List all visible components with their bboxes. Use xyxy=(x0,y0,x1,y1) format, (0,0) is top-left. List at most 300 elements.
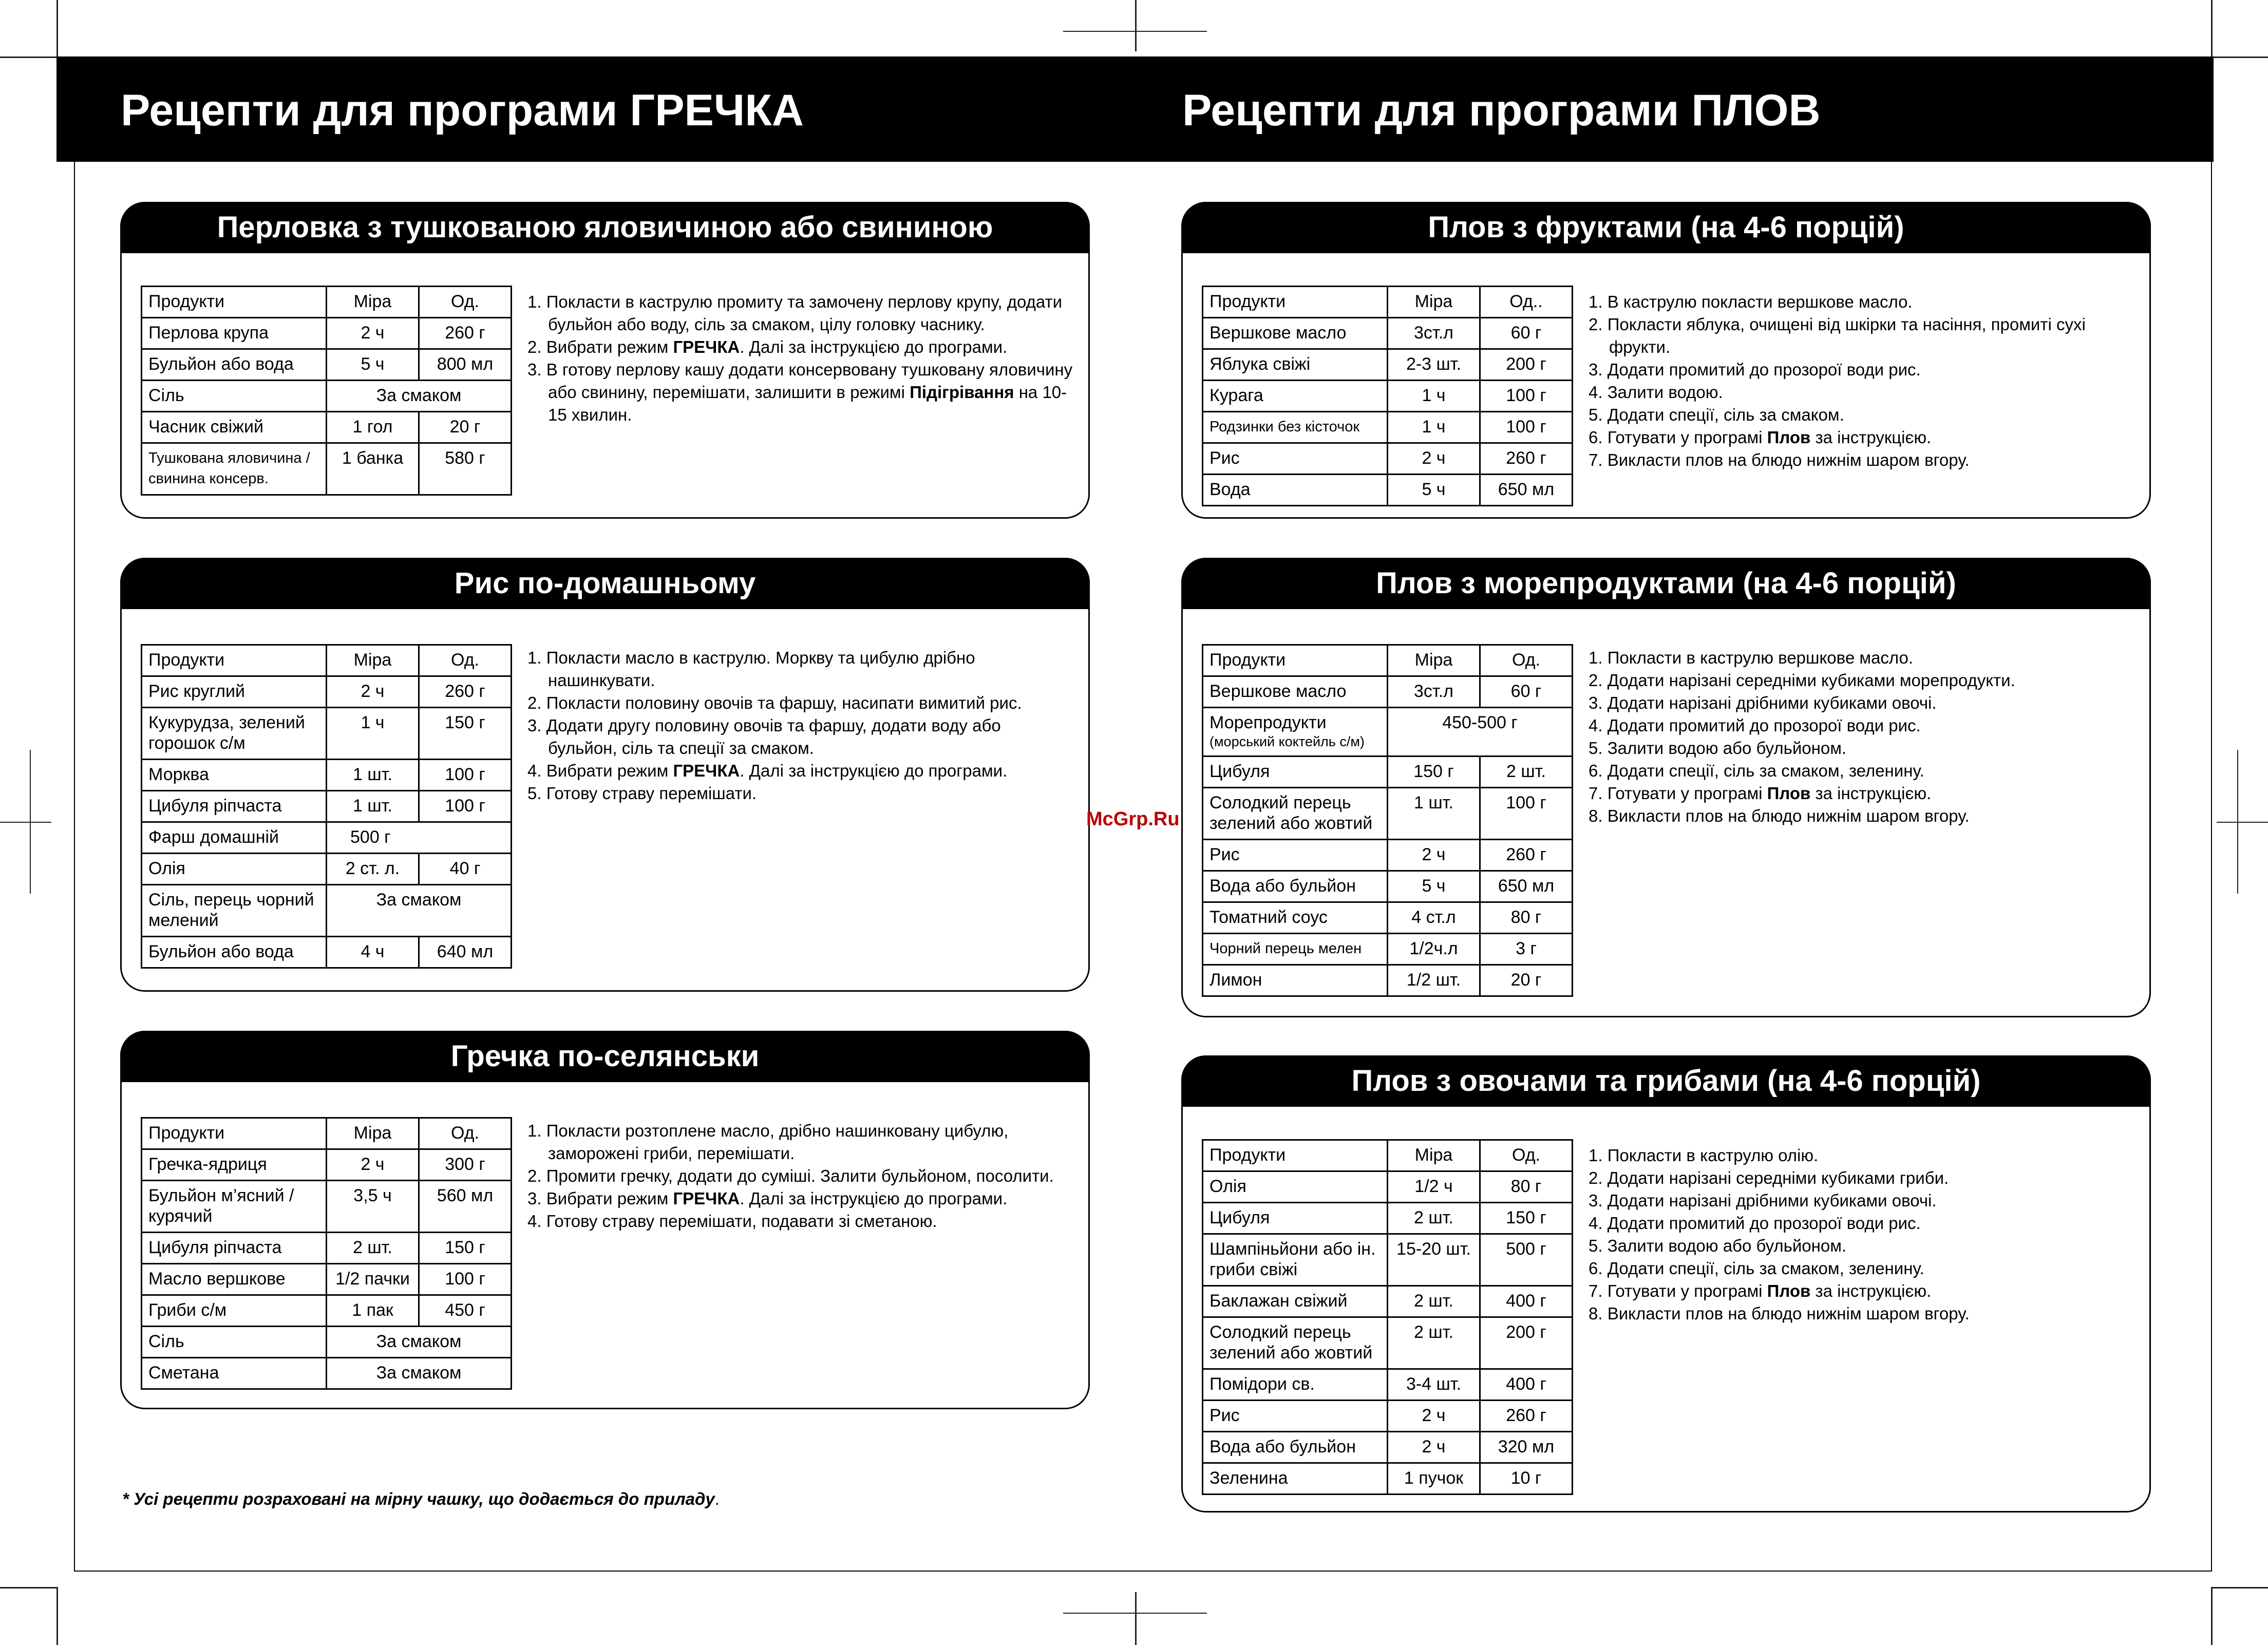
ingredient-measure: За смаком xyxy=(327,381,512,412)
crop-mark xyxy=(1063,31,1207,32)
crop-mark xyxy=(2211,0,2213,56)
header-cell: Од. xyxy=(419,1118,512,1149)
step-item xyxy=(1589,291,2143,313)
watermark: McGrp.Ru xyxy=(1086,808,1180,830)
ingredient-name: Цибуля ріпчаста xyxy=(142,1233,327,1264)
ingredient-amount: 100 г xyxy=(419,760,512,791)
table-row xyxy=(1203,349,1573,381)
step-text: 7. Викласти плов на блюдо нижнім шаром вгору. xyxy=(1589,450,1970,469)
table-row xyxy=(1203,381,1573,412)
ingredient-name: Бульйон м’ясний / курячий xyxy=(142,1181,327,1233)
crop-mark xyxy=(0,56,56,58)
step-item xyxy=(1589,714,2143,737)
footnote-dot: . xyxy=(714,1489,720,1508)
ingredient-amount: 150 г xyxy=(419,708,512,760)
ingredient-name: Рис xyxy=(1203,840,1388,871)
table-row xyxy=(142,708,512,760)
ingredient-name: Баклажан свіжий xyxy=(1203,1286,1388,1317)
ingredient-measure: 150 г xyxy=(1388,757,1480,788)
ingredient-measure: 2 ст. л. xyxy=(327,854,419,885)
table-row xyxy=(1203,676,1573,708)
ingredient-name: Перлова крупа xyxy=(142,318,327,349)
crop-mark xyxy=(30,750,31,894)
step-item xyxy=(1589,1235,2143,1257)
step-item xyxy=(1589,1167,2143,1189)
table-header-row xyxy=(142,645,512,676)
ingredient-measure: 1/2 пачки xyxy=(327,1264,419,1295)
ingredient-measure: 4 ст.л xyxy=(1388,902,1480,934)
header-cell: Продукти xyxy=(1203,645,1388,676)
ingredient-amount: 80 г xyxy=(1480,902,1573,934)
step-item xyxy=(1589,1280,2143,1302)
table-header-row xyxy=(1203,1140,1573,1171)
header-cell: Од. xyxy=(419,287,512,318)
ingredient-amount: 320 мл xyxy=(1480,1432,1573,1463)
recipe-title: Перловка з тушкованою яловичиною або свининою xyxy=(120,202,1090,253)
ingredient-name: Яблука свіжі xyxy=(1203,349,1388,381)
right-page-title: Рецепти для програми ПЛОВ xyxy=(1182,86,1821,135)
ingredients-table xyxy=(1202,1139,1573,1495)
ingredient-amount: 400 г xyxy=(1480,1369,1573,1401)
step-item xyxy=(527,358,1082,426)
step-text: 1. Покласти масло в каструлю. Моркву та цибулю дрібно нашинкувати. xyxy=(527,648,975,690)
ingredient-name: Курага xyxy=(1203,381,1388,412)
step-item xyxy=(527,1165,1072,1187)
step-text: 2. Покласти яблука, очищені від шкірки та насіння, промиті сухі фрукти. xyxy=(1589,315,2086,356)
table-row xyxy=(142,412,512,443)
step-text: 7. Готувати у програмі xyxy=(1589,784,1767,803)
header-cell: Продукти xyxy=(1203,287,1388,318)
ingredient-measure: 1 банка xyxy=(327,443,419,495)
ingredient-name: Вода xyxy=(1203,475,1388,506)
crop-mark xyxy=(56,1587,58,1645)
header-cell: Міра xyxy=(327,645,419,676)
table-row xyxy=(142,760,512,791)
recipe-steps xyxy=(527,1120,1072,1233)
ingredient-name: Гриби с/м xyxy=(142,1295,327,1327)
step-item xyxy=(1589,760,2143,782)
ingredient-name: Фарш домашній xyxy=(142,822,327,854)
ingredient-amount: 200 г xyxy=(1480,349,1573,381)
table-row xyxy=(1203,412,1573,443)
recipe-title: Плов з морепродуктами (на 4-6 порцій) xyxy=(1181,558,2151,609)
ingredient-amount: 450 г xyxy=(419,1295,512,1327)
recipe-card xyxy=(1181,558,2151,1017)
step-text: 5. Готову страву перемішати. xyxy=(527,784,757,803)
header-cell: Од.. xyxy=(1480,287,1573,318)
step-item xyxy=(1589,647,2143,669)
step-text: 1. В каструлю покласти вершкове масло. xyxy=(1589,292,1913,311)
step-item xyxy=(1589,1212,2143,1235)
table-row xyxy=(142,443,512,495)
crop-mark xyxy=(2213,1587,2268,1589)
ingredient-name: Лимон xyxy=(1203,965,1388,996)
table-row xyxy=(1203,934,1573,965)
table-header-row xyxy=(142,287,512,318)
footnote-text: * Усі рецепти розраховані на мірну чашку, що додається до приладу xyxy=(122,1489,715,1508)
ingredient-amount: 150 г xyxy=(419,1233,512,1264)
recipe-card xyxy=(1181,202,2151,519)
step-text: 7. Готувати у програмі xyxy=(1589,1281,1767,1300)
step-bold-text: Плов xyxy=(1767,784,1811,803)
step-item xyxy=(527,782,1072,805)
header-cell: Од. xyxy=(1480,1140,1573,1171)
step-text: 2. Додати нарізані середніми кубиками гриби. xyxy=(1589,1168,1949,1187)
ingredient-amount: 650 мл xyxy=(1480,871,1573,902)
ingredient-name: Гречка-ядриця xyxy=(142,1149,327,1181)
step-item xyxy=(527,692,1072,714)
ingredient-measure: 5 ч xyxy=(327,349,419,381)
step-text: 1. Покласти розтоплене масло, дрібно нашинковану цибулю, заморожені гриби, перемішати. xyxy=(527,1121,1009,1163)
recipe-card xyxy=(120,558,1090,992)
ingredient-name: Масло вершкове xyxy=(142,1264,327,1295)
ingredient-measure: 1 шт. xyxy=(1388,788,1480,840)
ingredient-amount: 10 г xyxy=(1480,1463,1573,1495)
table-row xyxy=(142,1233,512,1264)
table-row xyxy=(142,381,512,412)
ingredient-amount: 100 г xyxy=(419,1264,512,1295)
ingredient-amount: 100 г xyxy=(1480,381,1573,412)
ingredient-amount: 260 г xyxy=(1480,443,1573,475)
ingredient-measure: 1/2ч.л xyxy=(1388,934,1480,965)
ingredient-measure: 2 ч xyxy=(327,1149,419,1181)
ingredient-measure: 3ст.л xyxy=(1388,676,1480,708)
step-text: 8. Викласти плов на блюдо нижнім шаром вгору. xyxy=(1589,806,1970,825)
step-item xyxy=(1589,313,2143,358)
ingredient-name: Родзинки без кісточок xyxy=(1203,412,1388,443)
table-row xyxy=(1203,1203,1573,1234)
step-text: 4. Додати промитий до прозорої води рис. xyxy=(1589,1214,1921,1233)
ingredient-measure: 1/2 ч xyxy=(1388,1171,1480,1203)
table-row xyxy=(142,676,512,708)
ingredient-measure: За смаком xyxy=(327,885,512,937)
table-row xyxy=(1203,443,1573,475)
table-row xyxy=(142,1181,512,1233)
step-item xyxy=(527,714,1072,760)
step-text: на 10-15 хвилин. xyxy=(548,383,1067,424)
ingredient-amount: 560 мл xyxy=(419,1181,512,1233)
ingredient-name-note: (морський коктейль с/м) xyxy=(1209,734,1365,749)
ingredient-name: Томатний соус xyxy=(1203,902,1388,934)
ingredient-name: Вершкове масло xyxy=(1203,318,1388,349)
ingredient-measure: 1 пучок xyxy=(1388,1463,1480,1495)
step-text: 5. Залити водою або бульйоном. xyxy=(1589,739,1847,758)
recipe-steps xyxy=(1589,1144,2143,1325)
table-row xyxy=(142,1264,512,1295)
table-row xyxy=(142,1149,512,1181)
recipe-steps xyxy=(1589,291,2143,471)
recipe-title: Рис по-домашньому xyxy=(120,558,1090,609)
step-text: 3. Вибрати режим xyxy=(527,1189,673,1208)
table-row xyxy=(142,1358,512,1389)
step-item xyxy=(527,336,1082,358)
table-row xyxy=(142,791,512,822)
step-bold-text: Підігрівання xyxy=(910,383,1014,402)
step-text: 4. Готову страву перемішати, подавати зі сметаною. xyxy=(527,1212,937,1231)
ingredient-measure: 2 ч xyxy=(1388,443,1480,475)
table-row xyxy=(142,318,512,349)
ingredient-name: Цибуля ріпчаста xyxy=(142,791,327,822)
crop-mark xyxy=(1135,0,1137,51)
crop-mark xyxy=(2237,750,2238,894)
table-row xyxy=(1203,840,1573,871)
step-item xyxy=(1589,1189,2143,1212)
ingredient-measure: 500 г xyxy=(327,822,512,854)
ingredient-amount: 40 г xyxy=(419,854,512,885)
step-bold-text: ГРЕЧКА xyxy=(673,337,740,356)
table-row xyxy=(1203,1463,1573,1495)
ingredient-name: Вершкове масло xyxy=(1203,676,1388,708)
page-frame-right xyxy=(2211,162,2212,1572)
ingredient-measure: 1 ч xyxy=(1388,381,1480,412)
step-item xyxy=(527,760,1072,782)
ingredient-name: Рис xyxy=(1203,443,1388,475)
ingredient-measure: 15-20 шт. xyxy=(1388,1234,1480,1286)
ingredients-table xyxy=(1202,644,1573,997)
table-row xyxy=(1203,965,1573,996)
ingredient-measure: 1 гол xyxy=(327,412,419,443)
step-item xyxy=(527,1120,1072,1165)
ingredient-measure: 2 ч xyxy=(327,676,419,708)
step-text: 1. Покласти в каструлю вершкове масло. xyxy=(1589,648,1914,667)
table-row xyxy=(1203,1234,1573,1286)
ingredient-measure: 1 ч xyxy=(327,708,419,760)
table-row xyxy=(1203,1369,1573,1401)
header-cell: Од. xyxy=(419,645,512,676)
ingredient-amount: 2 шт. xyxy=(1480,757,1573,788)
step-item xyxy=(1589,449,2143,471)
table-row xyxy=(142,349,512,381)
recipe-card xyxy=(120,202,1090,519)
ingredient-name: Солодкий перець зелений або жовтий xyxy=(1203,788,1388,840)
ingredient-measure: 5 ч xyxy=(1388,475,1480,506)
step-text: 1. Покласти в каструлю олію. xyxy=(1589,1146,1819,1165)
ingredient-measure: 1/2 шт. xyxy=(1388,965,1480,996)
recipe-card xyxy=(1181,1055,2151,1512)
ingredient-amount: 60 г xyxy=(1480,318,1573,349)
ingredient-name: Олія xyxy=(1203,1171,1388,1203)
header-cell: Продукти xyxy=(142,287,327,318)
ingredient-measure: 2 ч xyxy=(1388,1432,1480,1463)
ingredient-name: Цибуля xyxy=(1203,1203,1388,1234)
ingredient-measure: 3-4 шт. xyxy=(1388,1369,1480,1401)
step-item xyxy=(1589,669,2143,692)
step-item xyxy=(1589,737,2143,760)
ingredient-measure: 1 ч xyxy=(1388,412,1480,443)
step-text: за інструкцією. xyxy=(1810,428,1932,447)
step-item xyxy=(1589,404,2143,426)
step-text: 2. Додати нарізані середніми кубиками морепродукти. xyxy=(1589,671,2015,690)
step-text: 4. Залити водою. xyxy=(1589,383,1723,402)
recipe-steps xyxy=(527,291,1082,426)
ingredient-name: Помідори св. xyxy=(1203,1369,1388,1401)
step-text: за інструкцією. xyxy=(1810,1281,1932,1300)
ingredient-amount: 100 г xyxy=(419,791,512,822)
ingredient-name: Тушкована яловичина / свинина консерв. xyxy=(142,443,327,495)
ingredient-amount: 800 мл xyxy=(419,349,512,381)
crop-mark xyxy=(56,0,58,56)
step-text: 3. Додати нарізані дрібними кубиками овочі. xyxy=(1589,1191,1937,1210)
table-header-row xyxy=(142,1118,512,1149)
page-frame-left xyxy=(74,162,75,1572)
ingredient-amount: 400 г xyxy=(1480,1286,1573,1317)
step-text: 3. Додати промитий до прозорої води рис. xyxy=(1589,360,1921,379)
step-item xyxy=(1589,805,2143,827)
recipe-title: Гречка по-селянськи xyxy=(120,1031,1090,1082)
ingredient-amount: 60 г xyxy=(1480,676,1573,708)
table-row xyxy=(142,885,512,937)
step-text: 4. Вибрати режим xyxy=(527,761,673,780)
ingredient-amount: 260 г xyxy=(419,676,512,708)
step-text: . Далі за інструкцією до програми. xyxy=(740,1189,1008,1208)
ingredient-amount: 640 мл xyxy=(419,937,512,968)
table-row xyxy=(142,1295,512,1327)
table-row xyxy=(1203,757,1573,788)
ingredient-measure: 1 пак xyxy=(327,1295,419,1327)
ingredient-name: Морква xyxy=(142,760,327,791)
ingredient-measure: За смаком xyxy=(327,1358,512,1389)
ingredient-measure: 2 шт. xyxy=(327,1233,419,1264)
step-item xyxy=(1589,782,2143,805)
page-frame-bottom xyxy=(74,1571,2212,1572)
step-bold-text: Плов xyxy=(1767,1281,1811,1300)
step-text: 2. Покласти половину овочів та фаршу, насипати вимитий рис. xyxy=(527,693,1022,712)
ingredient-name: Часник свіжий xyxy=(142,412,327,443)
table-row xyxy=(1203,708,1573,757)
step-text: 6. Додати спеції, сіль за смаком, зеленину. xyxy=(1589,1259,1924,1278)
step-text: 6. Додати спеції, сіль за смаком, зеленину. xyxy=(1589,761,1924,780)
ingredients-table xyxy=(1202,286,1573,506)
table-row xyxy=(1203,1171,1573,1203)
ingredient-measure: 2 ч xyxy=(327,318,419,349)
header-cell: Продукти xyxy=(142,1118,327,1149)
step-text: 1. Покласти в каструлю промиту та замочену перлову крупу, додати бульйон або воду, сіль за смаком, цілу головку часнику. xyxy=(527,292,1063,334)
step-bold-text: ГРЕЧКА xyxy=(673,761,740,780)
ingredient-measure: 1 шт. xyxy=(327,760,419,791)
ingredients-table xyxy=(141,644,512,969)
ingredient-amount: 100 г xyxy=(1480,788,1573,840)
step-item xyxy=(1589,426,2143,449)
table-header-row xyxy=(1203,645,1573,676)
ingredient-name: Бульйон або вода xyxy=(142,937,327,968)
header-cell: Продукти xyxy=(1203,1140,1388,1171)
ingredient-name: Солодкий перець зелений або жовтий xyxy=(1203,1317,1388,1369)
table-row xyxy=(1203,1317,1573,1369)
ingredient-amount: 3 г xyxy=(1480,934,1573,965)
recipe-steps xyxy=(527,647,1072,805)
header-cell: Міра xyxy=(1388,645,1480,676)
step-text: 3. Додати нарізані дрібними кубиками овочі. xyxy=(1589,693,1937,712)
ingredient-name: Цибуля xyxy=(1203,757,1388,788)
table-row xyxy=(1203,1432,1573,1463)
step-text: 2. Промити гречку, додати до суміші. Залити бульйоном, посолити. xyxy=(527,1166,1054,1185)
recipe-steps xyxy=(1589,647,2143,827)
ingredient-measure: 2 ч xyxy=(1388,840,1480,871)
step-item xyxy=(1589,381,2143,404)
table-row xyxy=(142,937,512,968)
ingredient-name: Рис круглий xyxy=(142,676,327,708)
left-page-title: Рецепти для програми ГРЕЧКА xyxy=(121,86,804,135)
ingredient-amount: 580 г xyxy=(419,443,512,495)
table-row xyxy=(1203,318,1573,349)
ingredient-measure: 2 шт. xyxy=(1388,1286,1480,1317)
ingredient-name-main: Морепродукти xyxy=(1209,713,1327,732)
crop-mark xyxy=(2211,1587,2213,1645)
header-cell: Міра xyxy=(1388,287,1480,318)
ingredients-table xyxy=(141,1117,512,1390)
step-text: 3. В готову перлову кашу додати консервовану тушковану яловичину або свинину, перемішати, залишити в режимі xyxy=(527,360,1073,402)
step-text: 5. Додати спеції, сіль за смаком. xyxy=(1589,405,1844,424)
ingredient-name: Сіль xyxy=(142,1327,327,1358)
ingredient-measure: 2-3 шт. xyxy=(1388,349,1480,381)
ingredient-measure: 5 ч xyxy=(1388,871,1480,902)
ingredient-amount: 20 г xyxy=(1480,965,1573,996)
footnote xyxy=(122,1489,720,1509)
step-item xyxy=(527,1187,1072,1210)
ingredient-name: Шампіньйони або ін. гриби свіжі xyxy=(1203,1234,1388,1286)
ingredient-name: Кукурудза, зелений горошок с/м xyxy=(142,708,327,760)
ingredient-measure: 2 шт. xyxy=(1388,1317,1480,1369)
step-item xyxy=(1589,1302,2143,1325)
ingredient-measure: 1 шт. xyxy=(327,791,419,822)
table-row xyxy=(142,1327,512,1358)
table-row xyxy=(142,822,512,854)
table-row xyxy=(1203,788,1573,840)
ingredient-amount: 650 мл xyxy=(1480,475,1573,506)
ingredient-name: Олія xyxy=(142,854,327,885)
step-item xyxy=(527,291,1082,336)
ingredient-measure: За смаком xyxy=(327,1327,512,1358)
ingredient-name: Зеленина xyxy=(1203,1463,1388,1495)
ingredient-amount: 200 г xyxy=(1480,1317,1573,1369)
header-cell: Продукти xyxy=(142,645,327,676)
recipe-title: Плов з фруктами (на 4-6 порцій) xyxy=(1181,202,2151,253)
table-row xyxy=(1203,871,1573,902)
table-header-row xyxy=(1203,287,1573,318)
crop-mark xyxy=(1135,1592,1137,1645)
step-bold-text: ГРЕЧКА xyxy=(673,1189,740,1208)
ingredient-amount: 260 г xyxy=(1480,840,1573,871)
step-item xyxy=(527,1210,1072,1233)
crop-mark xyxy=(0,1587,56,1589)
step-bold-text: Плов xyxy=(1767,428,1811,447)
recipe-title: Плов з овочами та грибами (на 4-6 порцій) xyxy=(1181,1055,2151,1107)
step-text: 4. Додати промитий до прозорої води рис. xyxy=(1589,716,1921,735)
ingredient-amount: 260 г xyxy=(1480,1401,1573,1432)
ingredient-name: Чорний перець мелен xyxy=(1203,934,1388,965)
step-text: 3. Додати другу половину овочів та фаршу, додати воду або бульйон, сіль та спеції за смаком. xyxy=(527,716,1001,758)
ingredient-measure: 2 шт. xyxy=(1388,1203,1480,1234)
ingredient-amount: 300 г xyxy=(419,1149,512,1181)
ingredient-name: Сметана xyxy=(142,1358,327,1389)
ingredient-name xyxy=(1203,708,1388,757)
ingredient-measure: 3ст.л xyxy=(1388,318,1480,349)
table-row xyxy=(142,854,512,885)
step-text: 5. Залити водою або бульйоном. xyxy=(1589,1236,1847,1255)
header-cell: Міра xyxy=(1388,1140,1480,1171)
step-text: . Далі за інструкцією до програми. xyxy=(740,761,1008,780)
step-text: за інструкцією. xyxy=(1810,784,1932,803)
ingredient-name: Бульйон або вода xyxy=(142,349,327,381)
table-row xyxy=(1203,1401,1573,1432)
crop-mark xyxy=(1063,1613,1207,1614)
step-item xyxy=(1589,1257,2143,1280)
ingredients-table xyxy=(141,286,512,496)
ingredient-measure: 450-500 г xyxy=(1388,708,1573,757)
ingredient-name: Рис xyxy=(1203,1401,1388,1432)
step-item xyxy=(527,647,1072,692)
ingredient-measure: 3,5 ч xyxy=(327,1181,419,1233)
